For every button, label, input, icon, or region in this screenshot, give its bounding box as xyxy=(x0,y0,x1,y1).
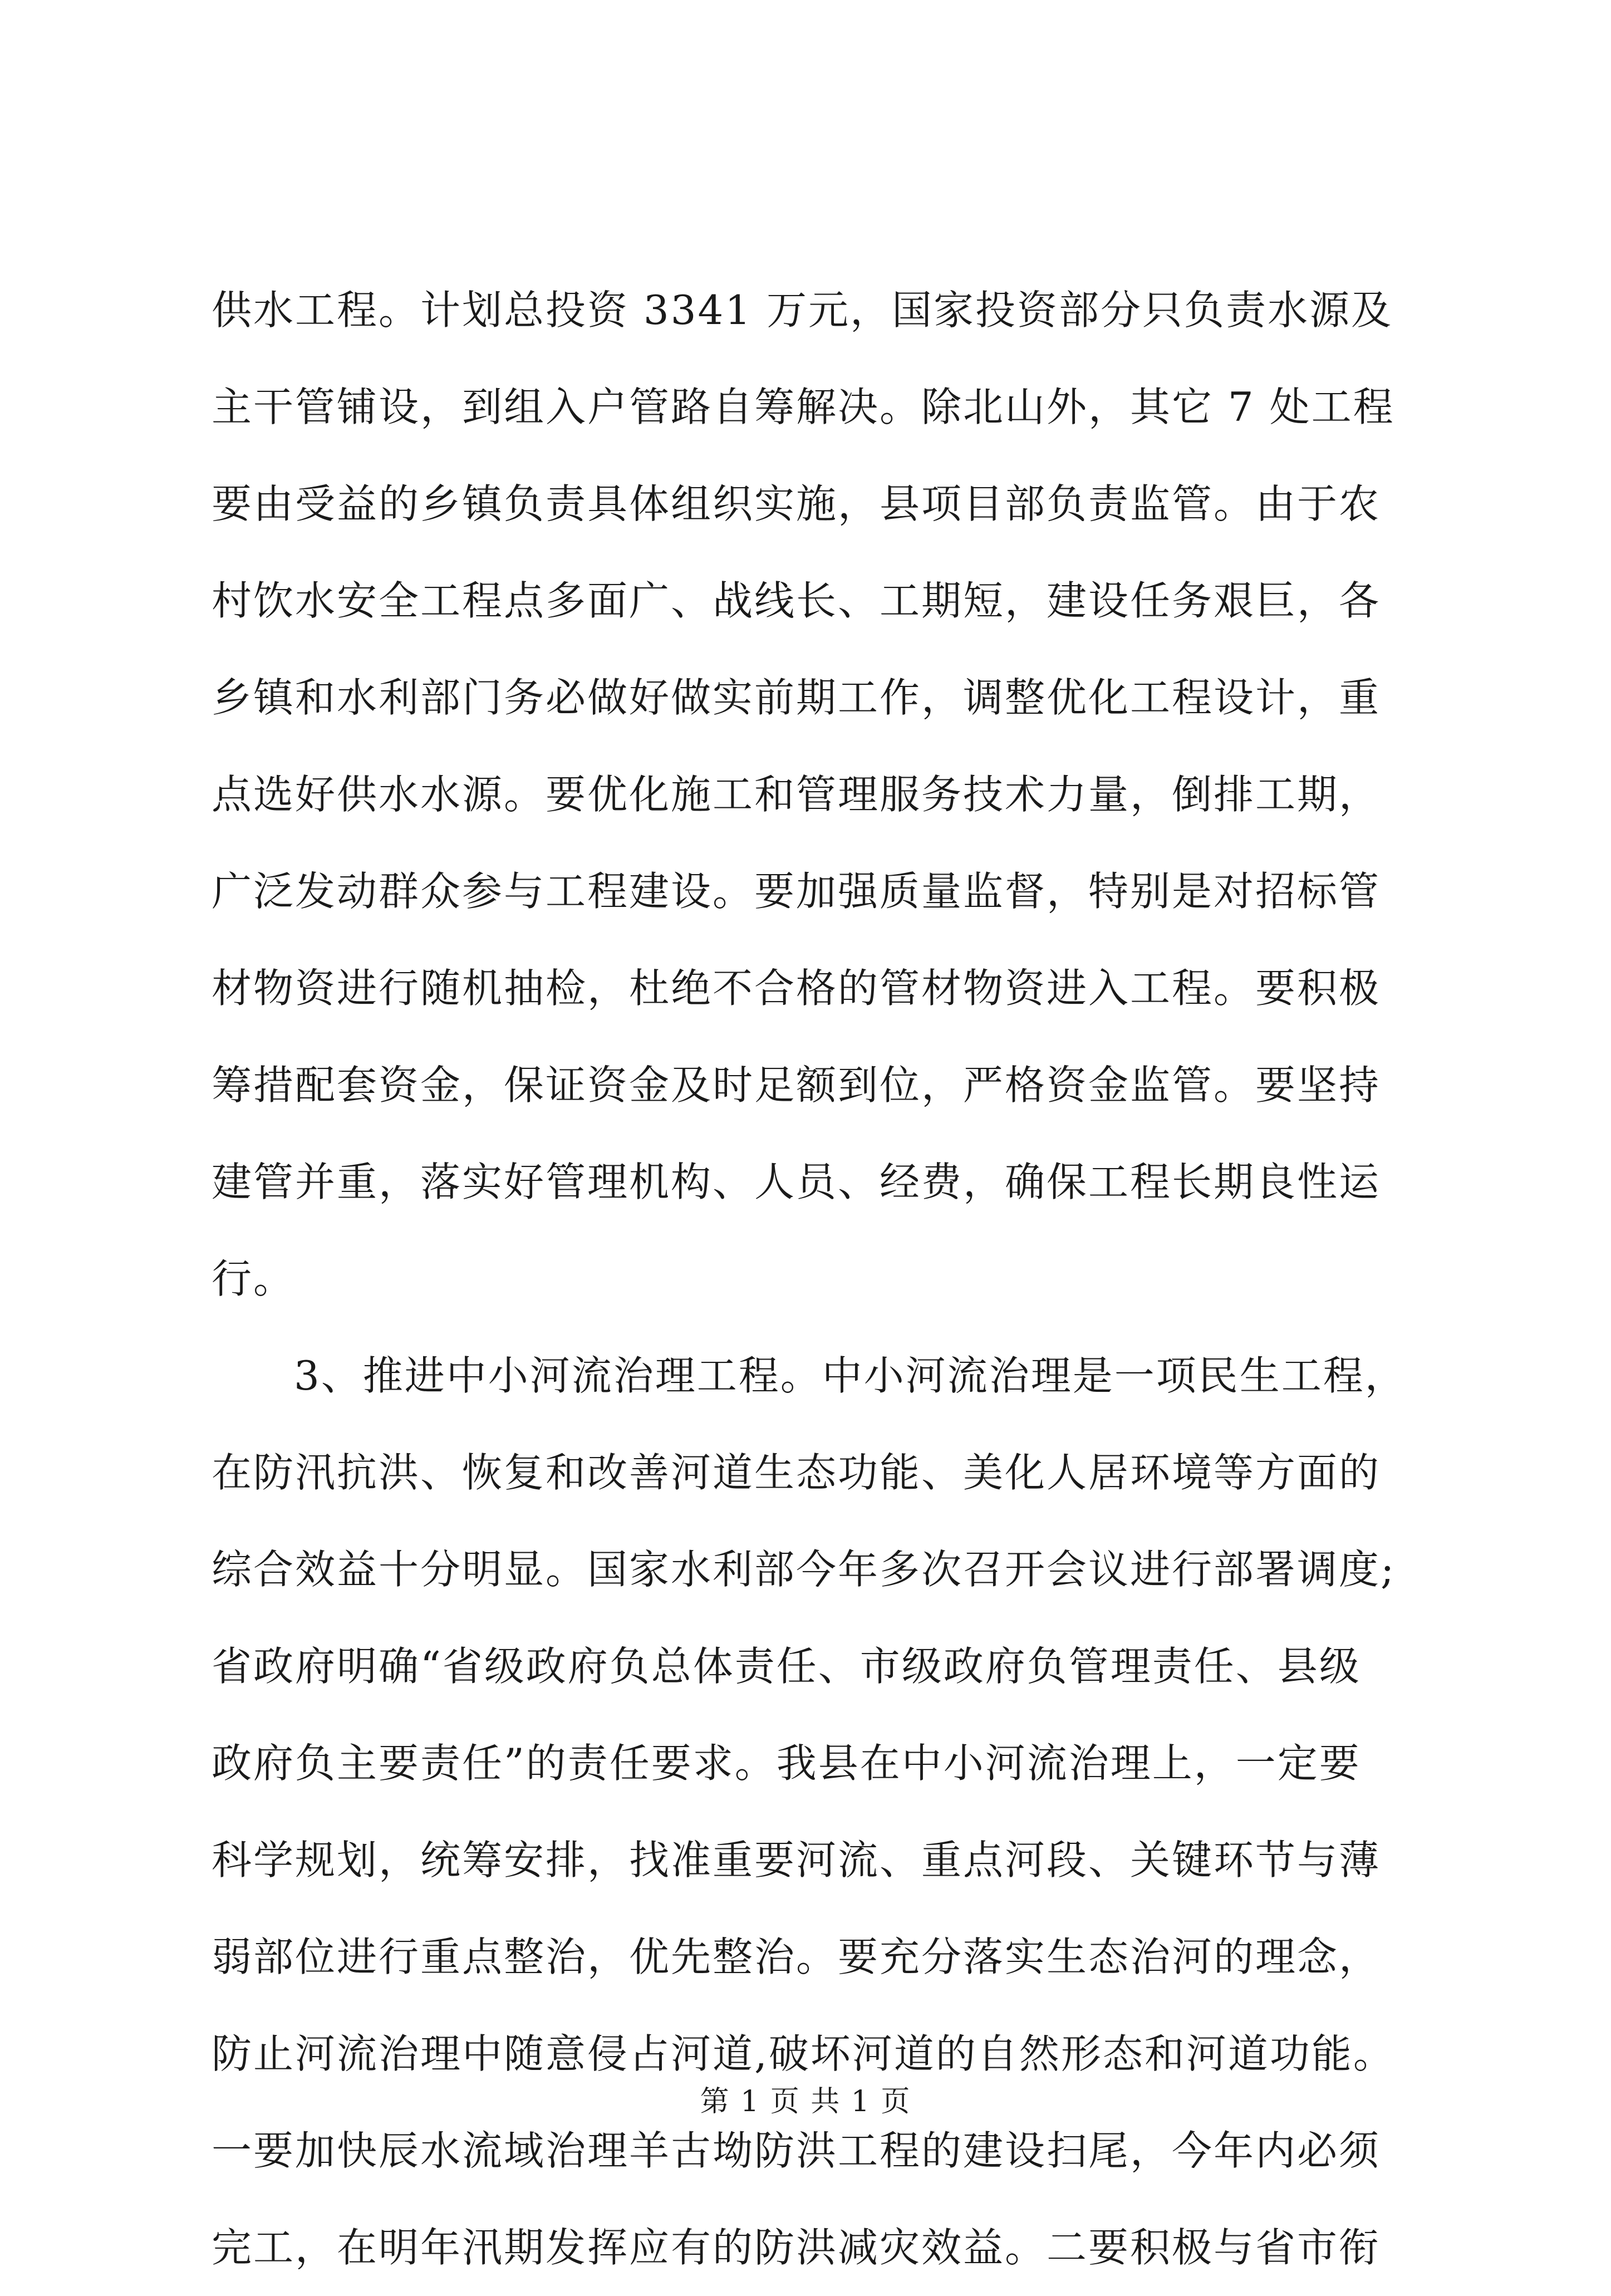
text-line: 村饮水安全工程点多面广、战线长、工期短，建设任务艰巨，各 xyxy=(212,577,1381,624)
text-line: 乡镇和水利部门务必做好做实前期工作，调整优化工程设计，重 xyxy=(212,674,1381,721)
section-heading-line: 3、推进中小河流治理工程。中小河流治理是一项民生工程， xyxy=(294,1352,1407,1399)
text-line: 主干管铺设，到组入户管路自筹解决。除北山外，其它 7 处工程 xyxy=(212,384,1395,430)
text-line: 在防汛抗洪、恢复和改善河道生态功能、美化人居环境等方面的 xyxy=(212,1449,1381,1496)
text-line: 完工，在明年汛期发挥应有的防洪减灾效益。二要积极与省市衔 xyxy=(212,2224,1381,2271)
text-line: 供水工程。计划总投资 3341 万元，国家投资部分只负责水源及 xyxy=(212,287,1393,333)
text-line: 防止河流治理中随意侵占河道,破坏河道的自然形态和河道功能。 xyxy=(212,2030,1395,2077)
text-line: 点选好供水水源。要优化施工和管理服务技术力量，倒排工期， xyxy=(212,771,1381,818)
document-body xyxy=(212,262,1414,2296)
text-line: 要由受益的乡镇负责具体组织实施，县项目部负责监管。由于农 xyxy=(212,480,1381,527)
text-line: 广泛发动群众参与工程建设。要加强质量监督，特别是对招标管 xyxy=(212,868,1381,915)
text-line: 综合效益十分明显。国家水利部今年多次召开会议进行部署调度; xyxy=(212,1546,1396,1593)
text-line: 弱部位进行重点整治，优先整治。要充分落实生态治河的理念， xyxy=(212,1934,1381,1980)
text-line: 政府负主要责任”的责任要求。我县在中小河流治理上，一定要 xyxy=(212,1740,1361,1787)
text-line: 一要加快辰水流域治理羊古坳防洪工程的建设扫尾，今年内必须 xyxy=(212,2127,1381,2174)
text-line: 科学规划，统筹安排，找准重要河流、重点河段、关键环节与薄 xyxy=(212,1837,1381,1883)
text-line: 建管并重，落实好管理机构、人员、经费，确保工程长期良性运 xyxy=(212,1159,1381,1205)
text-line: 筹措配套资金，保证资金及时足额到位，严格资金监管。要坚持 xyxy=(212,1062,1381,1108)
text-line: 省政府明确“省级政府负总体责任、市级政府负管理责任、县级 xyxy=(212,1643,1361,1690)
page-number-footer: 第 1 页 共 1 页 xyxy=(700,2085,911,2118)
text-line: 行。 xyxy=(212,1255,296,1302)
text-line: 材物资进行随机抽检，杜绝不合格的管材物资进入工程。要积极 xyxy=(212,965,1381,1012)
